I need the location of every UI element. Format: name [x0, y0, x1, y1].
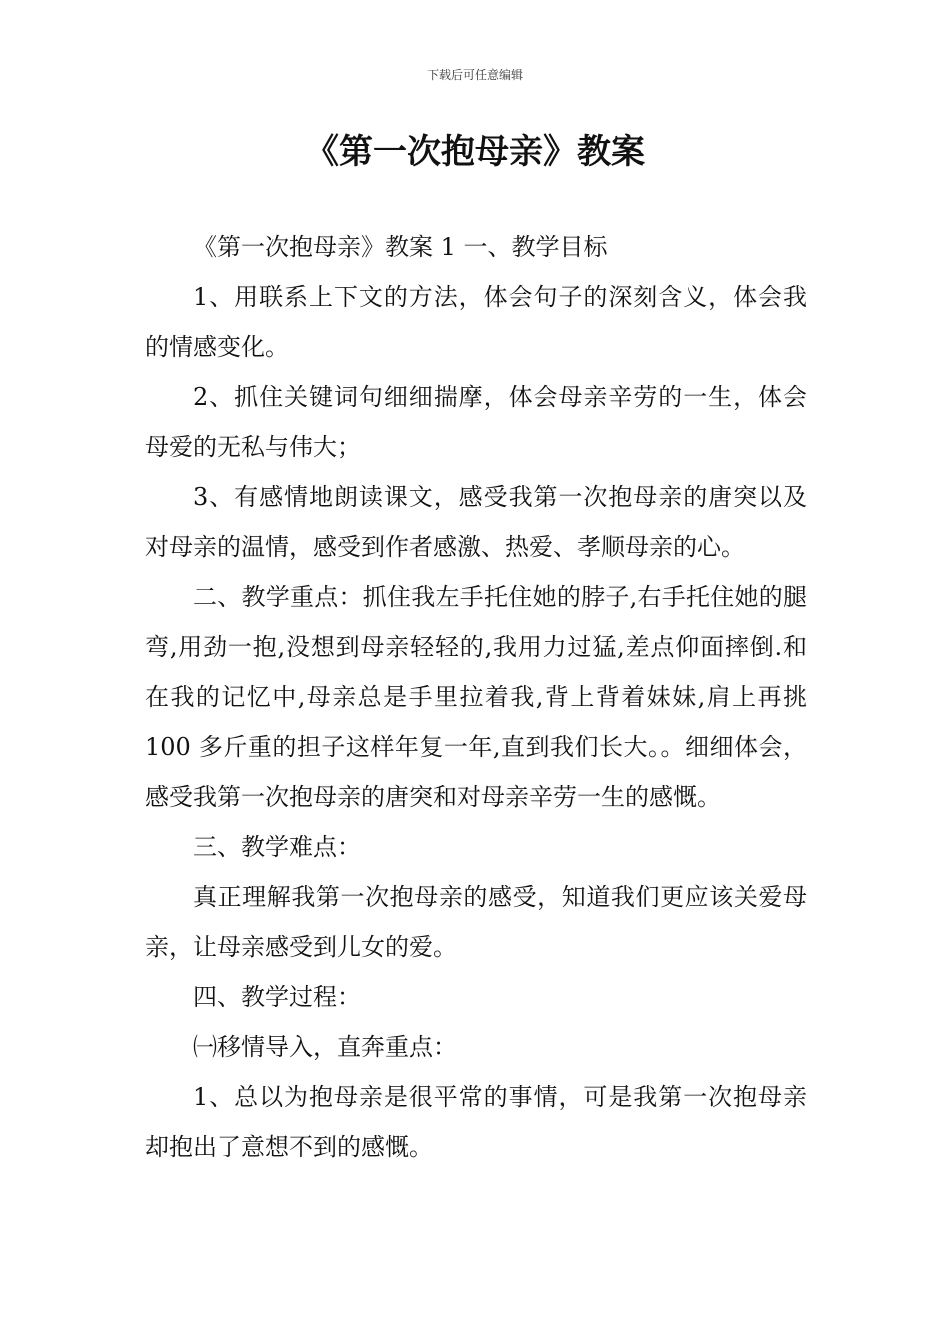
paragraph-key-points: 二、教学重点：抓住我左手托住她的脖子,右手托住她的腿弯,用劲一抱,没想到母亲轻轻的,我用力过猛,差点仰面摔倒.和在我的记忆中,母亲总是手里拉着我,背上背着妹妹,肩上再挑 100 多斤重的担子这样年复一年,直到我们长大。。细细体会，感受我第一次抱母亲的唐突和对母亲辛劳一生的感慨。	[145, 583, 807, 811]
paragraph-goal-2: 2、抓住关键词句细细揣摩，体会母亲辛劳的一生，体会母爱的无私与伟大；	[145, 383, 807, 461]
document-title: 《第一次抱母亲》教案	[305, 132, 645, 172]
paragraph-goal-3: 3、有感情地朗读课文，感受我第一次抱母亲的唐突以及对母亲的温情，感受到作者感激、热爱、孝顺母亲的心。	[145, 483, 807, 561]
paragraph-process-step-1: ㈠移情导入，直奔重点：	[193, 1033, 457, 1061]
document-body	[145, 222, 807, 1172]
paragraph-goal-1: 1、用联系上下文的方法，体会句子的深刻含义，体会我的情感变化。	[145, 283, 807, 361]
paragraph-process-item-1: 1、总以为抱母亲是很平常的事情，可是我第一次抱母亲却抱出了意想不到的感慨。	[145, 1083, 807, 1161]
paragraph-difficulty-heading: 三、教学难点：	[193, 833, 361, 861]
paragraph-process-heading: 四、教学过程：	[193, 983, 361, 1011]
paragraph-intro: 《第一次抱母亲》教案 1 一、教学目标	[193, 233, 608, 261]
paragraph-difficulty: 真正理解我第一次抱母亲的感受，知道我们更应该关爱母亲，让母亲感受到儿女的爱。	[145, 883, 807, 961]
page-header-note: 下载后可任意编辑	[426, 68, 523, 82]
